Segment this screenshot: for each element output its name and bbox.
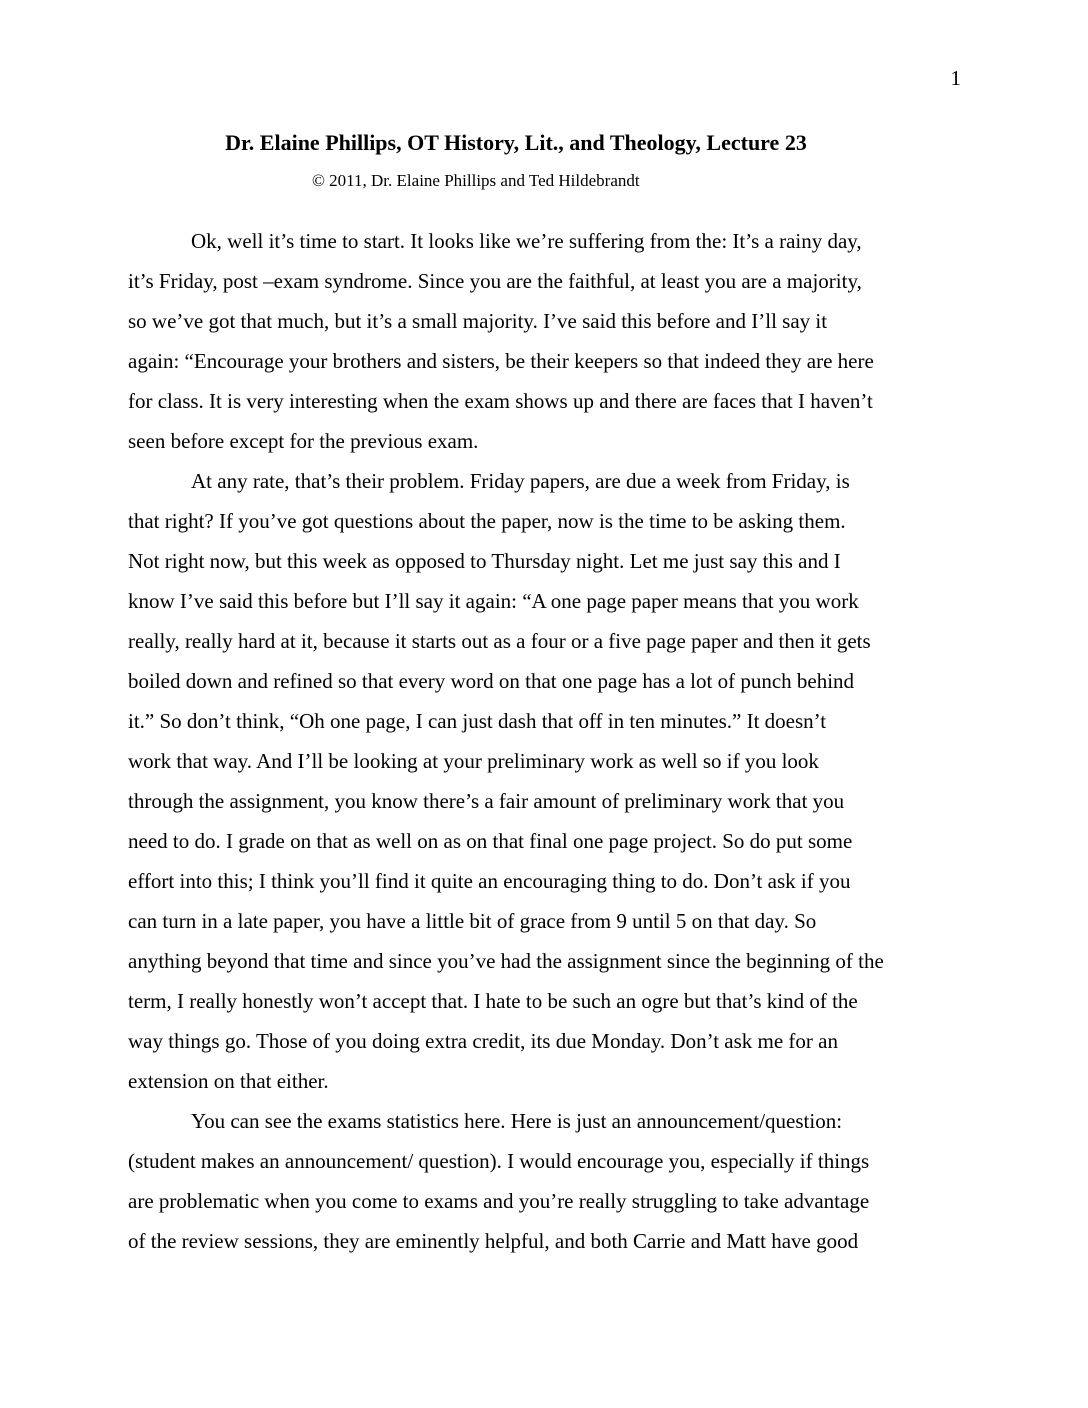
text-line: it.” So don’t think, “Oh one page, I can just dash that off in ten minutes.” It doesn’t [128, 709, 827, 733]
text-line: it’s Friday, post –exam syndrome. Since you are the faithful, at least you are a majority, [128, 269, 862, 293]
text-line: extension on that either. [128, 1069, 329, 1093]
copyright-line: © 2011, Dr. Elaine Phillips and Ted Hildebrandt [312, 171, 640, 190]
lecture-body [128, 221, 968, 1261]
text-line: seen before except for the previous exam. [128, 429, 479, 453]
text-line: effort into this; I think you’ll find it quite an encouraging thing to do. Don’t ask if you [128, 869, 851, 893]
text-line: through the assignment, you know there’s a fair amount of preliminary work that you [128, 789, 845, 813]
text-line: term, I really honestly won’t accept that. I hate to be such an ogre but that’s kind of the [128, 989, 858, 1013]
text-line: way things go. Those of you doing extra credit, its due Monday. Don’t ask me for an [128, 1029, 838, 1053]
text-line: know I’ve said this before but I’ll say it again: “A one page paper means that you work [128, 589, 859, 613]
text-line: are problematic when you come to exams and you’re really struggling to take advantage [128, 1189, 870, 1213]
text-line: again: “Encourage your brothers and sisters, be their keepers so that indeed they are here [128, 349, 874, 373]
paragraph [128, 461, 968, 1101]
text-line: anything beyond that time and since you’ve had the assignment since the beginning of the [128, 949, 884, 973]
page-number: 1 [950, 66, 961, 90]
text-line: (student makes an announcement/ question). I would encourage you, especially if things [128, 1149, 870, 1173]
text-line: Not right now, but this week as opposed to Thursday night. Let me just say this and I [128, 549, 841, 573]
text-line: work that way. And I’ll be looking at your preliminary work as well so if you look [128, 749, 819, 773]
text-line: You can see the exams statistics here. Here is just an announcement/question: [191, 1109, 843, 1133]
text-line: Ok, well it’s time to start. It looks like we’re suffering from the: It’s a rainy day, [191, 229, 862, 253]
text-line: of the review sessions, they are eminently helpful, and both Carrie and Matt have good [128, 1229, 859, 1253]
text-line: boiled down and refined so that every word on that one page has a lot of punch behind [128, 669, 855, 693]
text-line: can turn in a late paper, you have a little bit of grace from 9 until 5 on that day. So [128, 909, 817, 933]
text-line: At any rate, that’s their problem. Friday papers, are due a week from Friday, is [191, 469, 850, 493]
text-line: so we’ve got that much, but it’s a small majority. I’ve said this before and I’ll say it [128, 309, 828, 333]
text-line: for class. It is very interesting when the exam shows up and there are faces that I haven’t [128, 389, 873, 413]
text-line: need to do. I grade on that as well on as on that final one page project. So do put some [128, 829, 853, 853]
text-line: that right? If you’ve got questions about the paper, now is the time to be asking them. [128, 509, 846, 533]
paragraph [128, 1101, 968, 1261]
paragraph [128, 221, 968, 461]
lecture-title: Dr. Elaine Phillips, OT History, Lit., and Theology, Lecture 23 [225, 130, 807, 155]
text-line: really, really hard at it, because it starts out as a four or a five page paper and then it gets [128, 629, 871, 653]
